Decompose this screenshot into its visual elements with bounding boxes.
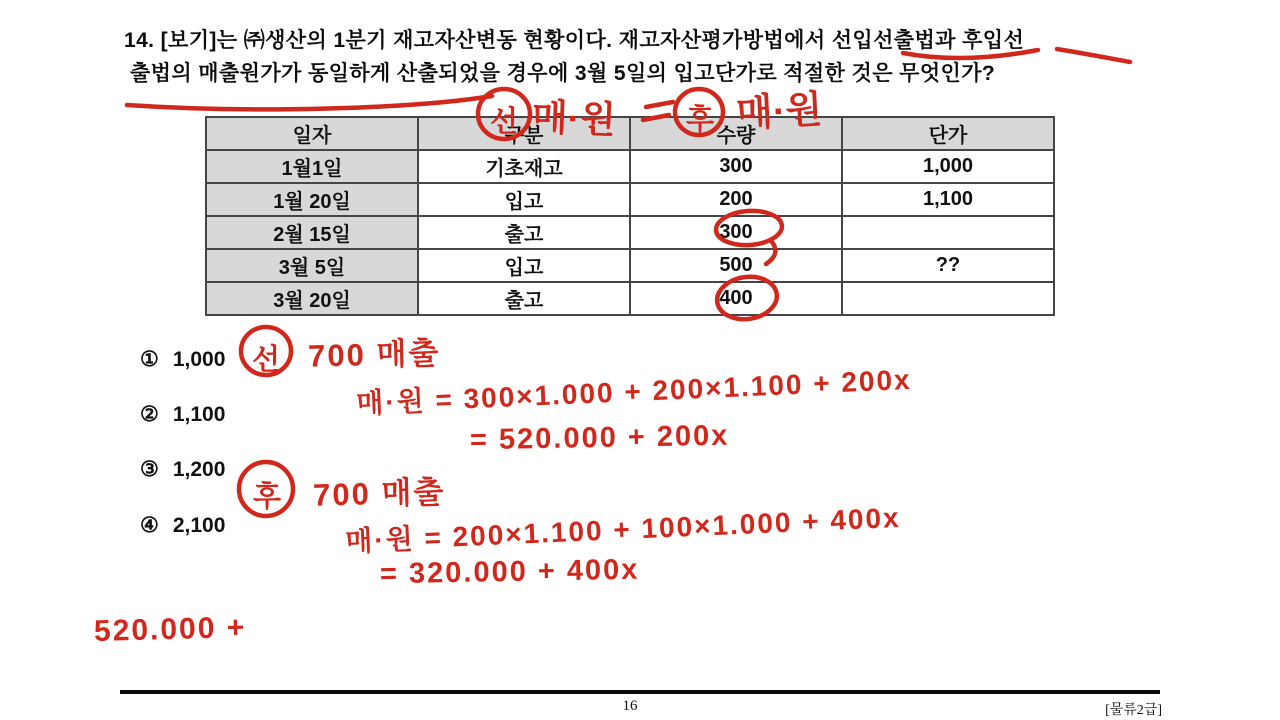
table-header-quantity: 수량 bbox=[630, 117, 842, 150]
answer-option-3 bbox=[140, 457, 225, 482]
handwriting-fifo-sales-qty: 700 매출 bbox=[307, 335, 441, 374]
option-marker: ① bbox=[140, 348, 159, 371]
handwriting-top-fifo-letter: 선 bbox=[490, 106, 519, 138]
table-cell-category: 기초재고 bbox=[418, 150, 630, 183]
answer-option-1 bbox=[140, 347, 225, 372]
table-row bbox=[206, 216, 1054, 249]
handwriting-fifo-letter: 선 bbox=[252, 344, 281, 376]
answer-option-4 bbox=[140, 513, 225, 538]
table-cell-date: 1월 20일 bbox=[206, 183, 418, 216]
underline-lifo-term bbox=[1057, 49, 1130, 62]
table-header-row bbox=[206, 117, 1054, 150]
option-value: 1,100 bbox=[172, 403, 226, 426]
inventory-table bbox=[205, 116, 1055, 316]
table-cell-quantity: 200 bbox=[630, 183, 842, 216]
table-cell-unitprice: 1,100 bbox=[842, 183, 1054, 216]
page-number: 16 bbox=[622, 698, 638, 714]
handwriting-lifo-equation-1: 매·원 = 200×1.100 + 100×1.000 + 400x bbox=[344, 501, 902, 558]
table-cell-category: 입고 bbox=[418, 183, 630, 216]
table-cell-unitprice: 1,000 bbox=[842, 150, 1054, 183]
table-cell-category: 입고 bbox=[418, 249, 630, 282]
table-cell-quantity: 300 bbox=[630, 150, 842, 183]
option-value: 1,200 bbox=[172, 458, 226, 481]
table-header-unitprice: 단가 bbox=[842, 117, 1054, 150]
table-row bbox=[206, 183, 1054, 216]
table-row bbox=[206, 282, 1054, 315]
answer-option-2 bbox=[140, 402, 225, 427]
table-cell-date: 1월1일 bbox=[206, 150, 418, 183]
table-cell-quantity: 500 bbox=[630, 249, 842, 282]
table-cell-category: 출고 bbox=[418, 216, 630, 249]
table-cell-unitprice bbox=[842, 282, 1054, 315]
handwriting-fifo-equation-2: = 520.000 + 200x bbox=[469, 419, 730, 457]
table-header-date: 일자 bbox=[206, 117, 418, 150]
option-value: 2,100 bbox=[172, 514, 226, 537]
table-row bbox=[206, 249, 1054, 282]
table-cell-date: 3월 20일 bbox=[206, 282, 418, 315]
table-cell-date: 2월 15일 bbox=[206, 216, 418, 249]
table-cell-category: 출고 bbox=[418, 282, 630, 315]
option-marker: ② bbox=[140, 403, 159, 426]
handwriting-top-cogs-left: 매·원 bbox=[531, 96, 617, 141]
underline-question-swoosh bbox=[127, 96, 492, 109]
handwriting-fifo-equation-1: 매·원 = 300×1.000 + 200×1.100 + 200x bbox=[355, 363, 913, 420]
table-cell-unitprice bbox=[842, 216, 1054, 249]
table-cell-quantity: 400 bbox=[630, 282, 842, 315]
handwriting-top-lifo-letter: 후 bbox=[686, 104, 715, 136]
question-text-line2: 출법의 매출원가가 동일하게 산출되었을 경우에 3월 5일의 입고단가로 적절한 것은 무엇인가? bbox=[130, 62, 996, 85]
handwriting-bottom-note: 520.000 + bbox=[93, 611, 247, 648]
table-header-category: 구분 bbox=[418, 117, 630, 150]
option-marker: ④ bbox=[140, 514, 159, 537]
footer-divider-line bbox=[120, 690, 1160, 694]
option-value: 1,000 bbox=[172, 348, 226, 371]
handwriting-top-cogs-right: 매·원 bbox=[735, 88, 824, 136]
table-cell-date: 3월 5일 bbox=[206, 249, 418, 282]
handwriting-lifo-sales-qty: 700 매출 bbox=[312, 474, 446, 513]
handwriting-lifo-letter: 후 bbox=[253, 481, 282, 513]
footer-label: [물류2급] bbox=[1105, 703, 1162, 718]
table-cell-quantity: 300 bbox=[630, 216, 842, 249]
handwriting-lifo-equation-2: = 320.000 + 400x bbox=[379, 553, 640, 591]
table-cell-unitprice: ?? bbox=[842, 249, 1054, 282]
option-marker: ③ bbox=[140, 458, 159, 481]
question-text-line1: 14. [보기]는 ㈜생산의 1분기 재고자산변동 현황이다. 재고자산평가방법에서 선입선출법과 후입선 bbox=[124, 29, 1025, 52]
table-row bbox=[206, 150, 1054, 183]
